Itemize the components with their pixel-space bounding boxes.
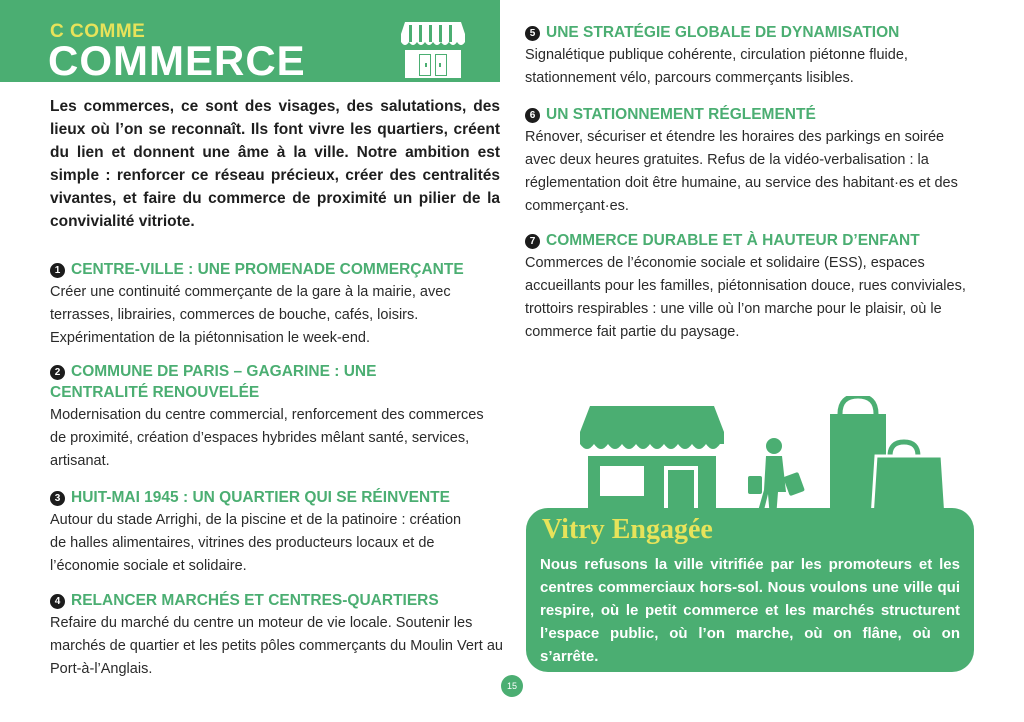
shop-building-icon — [580, 406, 724, 518]
section-3-number: 3 — [50, 491, 65, 506]
section-4-number: 4 — [50, 594, 65, 609]
intro-paragraph: Les commerces, ce sont des visages, des salutations, des lieux où l’on se reconnaît. Ils font vivre les quartiers, créent du lien et donnent une âme à la ville. Notre ambition est simple : renforcer ce réseau précieux, créer des centralités vivantes, et faire du commerce de proximité un pilier de la convivialité vitriote. — [50, 98, 500, 230]
section-1-title: 1 CENTRE-VILLE : UNE PROMENADE COMMERÇANTE — [50, 259, 505, 280]
section-5 — [525, 22, 975, 90]
section-5-body: Signalétique publique cohérente, circulation piétonne fluide, stationnement vélo, parcours commerçants lisibles. — [525, 47, 908, 86]
shop-illustration — [578, 396, 948, 518]
section-6 — [525, 104, 975, 218]
section-6-title: 6 UN STATIONNEMENT RÉGLEMENTÉ — [525, 104, 975, 125]
section-3-title: 3 HUIT-MAI 1945 : UN QUARTIER QUI SE RÉINVENTE — [50, 487, 505, 508]
engagee-text: Nous refusons la ville vitrifiée par les promoteurs et les centres commerciaux hors-sol. Nous voulons une ville qui respire, où le petit commerce et les marchés structurent l’espace public, où l’on marche, où on flâne, où on s’arrête. — [540, 556, 960, 665]
section-2-number: 2 — [50, 365, 65, 380]
section-7-title: 7 COMMERCE DURABLE ET À HAUTEUR D’ENFANT — [525, 230, 975, 251]
page-number: 15 — [501, 675, 523, 697]
section-1-body: Créer une continuité commerçante de la gare à la mairie, avec terrasses, librairies, commerces de bouche, cafés, loisirs. Expérimentation de la piétonnisation le week-end. — [50, 284, 451, 346]
section-6-body: Rénover, sécuriser et étendre les horaires des parkings en soirée avec deux heures gratuites. Refus de la vidéo-verbalisation : la réglementation doit être humaine, au service des habitant·es et des commerçant·es. — [525, 129, 958, 214]
section-2-body: Modernisation du centre commercial, renforcement des commerces de proximité, création d’espaces hybrides mêlant santé, services, artisanat. — [50, 407, 484, 469]
section-5-title: 5 UNE STRATÉGIE GLOBALE DE DYNAMISATION — [525, 22, 975, 43]
section-4 — [50, 590, 505, 681]
section-6-number: 6 — [525, 108, 540, 123]
section-5-number: 5 — [525, 26, 540, 41]
engagee-title: Vitry Engagée — [542, 514, 713, 545]
section-4-body: Refaire du marché du centre un moteur de vie locale. Soutenir les marchés de quartier et les petits pôles commerçants du Moulin Vert au Port-à-l’Anglais. — [50, 615, 503, 677]
page-title: COMMERCE — [48, 37, 306, 84]
section-2 — [50, 361, 484, 473]
section-4-title: 4 RELANCER MARCHÉS ET CENTRES-QUARTIERS — [50, 590, 505, 611]
shopper-icon — [748, 438, 805, 518]
section-2-title: 2 COMMUNE DE PARIS – GAGARINE : UNE CENTRALITÉ RENOUVELÉE — [50, 363, 377, 401]
section-1-number: 1 — [50, 263, 65, 278]
section-7 — [525, 230, 975, 344]
shopping-bag-icon — [830, 396, 946, 518]
page-kicker: C COMME — [50, 21, 146, 42]
section-1 — [50, 259, 505, 350]
section-7-body: Commerces de l’économie sociale et solidaire (ESS), espaces accueillants pour les familles, piétonnisation douce, rues conviviales, trottoirs respirables : une ville où l’on marche pour le plaisir, où le commerce fait partie du paysage. — [525, 255, 966, 340]
section-3 — [50, 487, 505, 578]
section-7-number: 7 — [525, 234, 540, 249]
storefront-icon — [401, 20, 465, 80]
section-3-body: Autour du stade Arrighi, de la piscine et de la patinoire : création de halles alimentaires, vitrines des producteurs locaux et de l’économie sociale et solidaire. — [50, 512, 462, 574]
